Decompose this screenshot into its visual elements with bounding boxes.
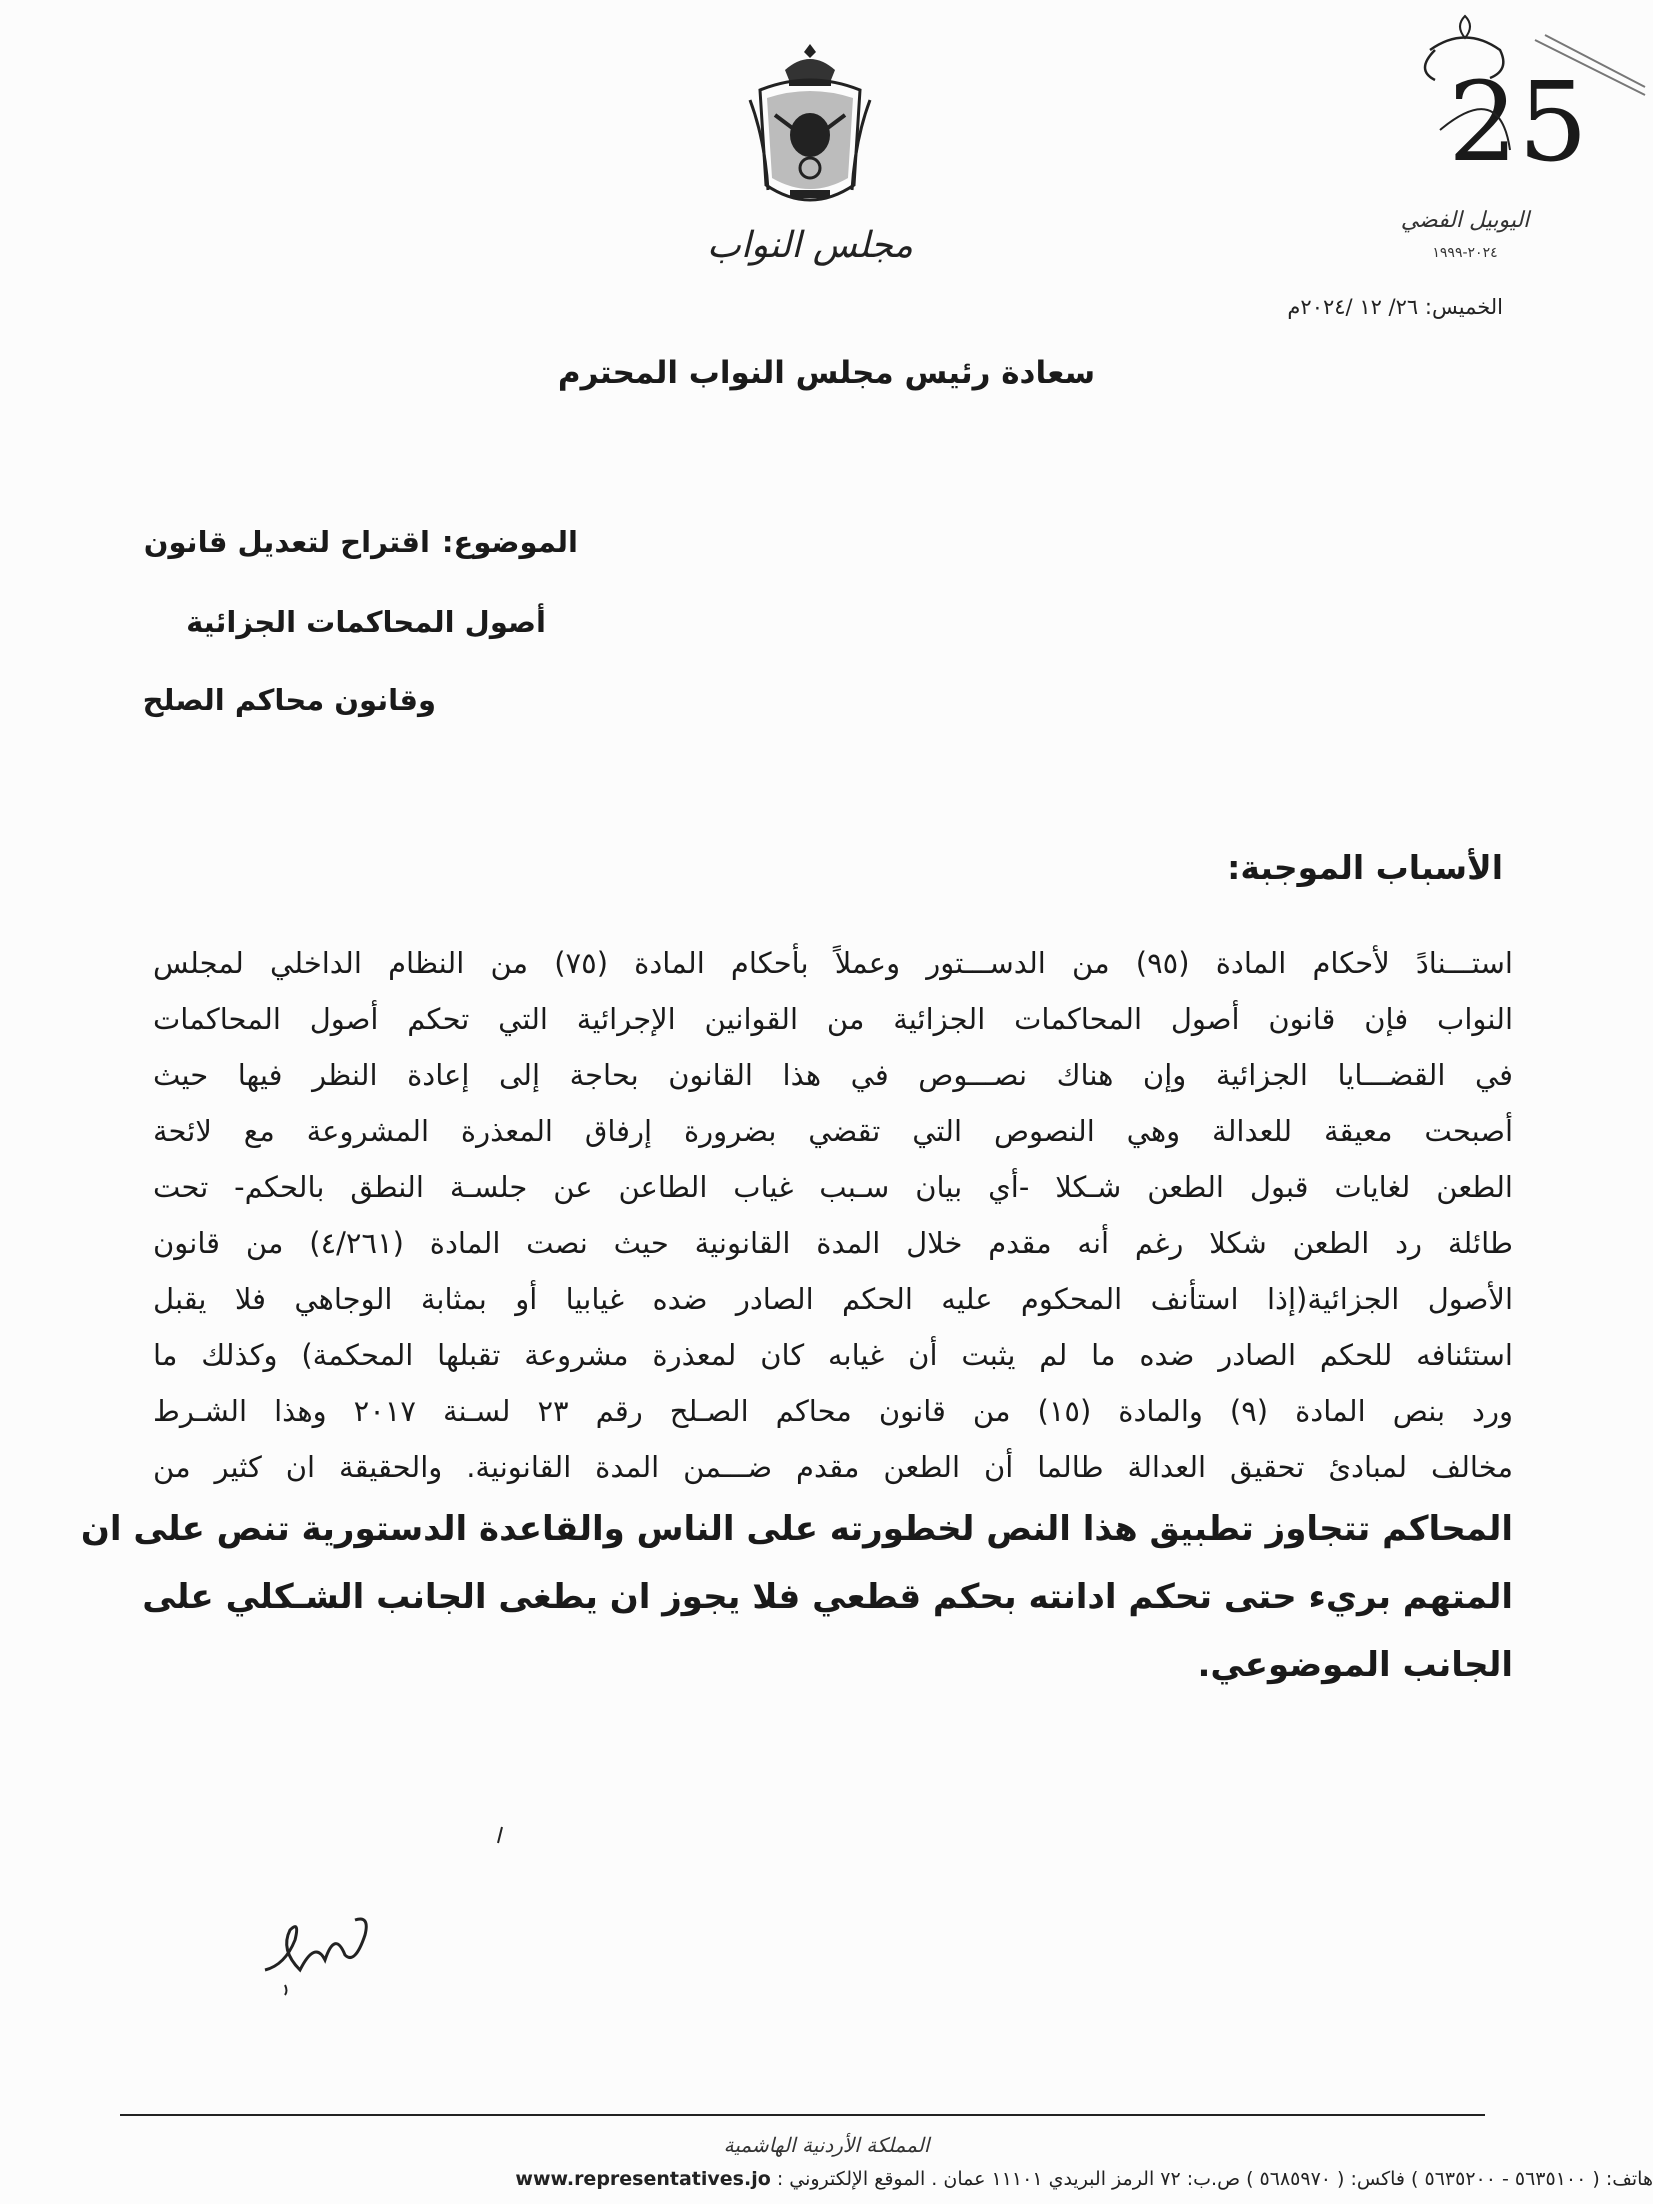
body-line: استـــنادً لأحكام المادة (٩٥) من الدســـتور وعملاً بأحكام المادة (٧٥) من النظام الداخلي لمجلس	[153, 946, 1513, 980]
footer-kingdom: المملكة الأردنية الهاشمية	[723, 2133, 930, 2157]
body-line: النواب فإن قانون أصول المحاكمات الجزائية من القوانين الإجرائية التي تحكم أصول المحاكمات	[153, 1002, 1513, 1036]
body-line: الجانب الموضوعي.	[1197, 1645, 1513, 1685]
coat-of-arms-emblem	[745, 40, 875, 218]
subject-line-1	[144, 525, 578, 559]
reasons-body	[80, 935, 1513, 1699]
body-line: في القضـــايا الجزائية وإن هناك نصـــوص في هذا القانون بحاجة إلى إعادة النظر فيها حيث	[153, 1058, 1513, 1092]
ink-mark	[495, 1825, 505, 1845]
footer-divider	[120, 2114, 1485, 2116]
jubilee-number: 25	[1448, 58, 1588, 186]
subject-line-2: أصول المحاكمات الجزائية	[186, 605, 546, 639]
addressee-line: سعادة رئيس مجلس النواب المحترم	[557, 355, 1096, 391]
subject-line-3: وقانون محاكم الصلح	[142, 683, 436, 717]
subject-text-1: اقتراح لتعديل قانون	[143, 525, 430, 559]
pen-stroke-mark	[1530, 30, 1650, 100]
subject-label: الموضوع:	[441, 525, 578, 559]
letter-date: الخميس: ٢٦/ ١٢ /٢٠٢٤م	[1287, 295, 1503, 319]
handwritten-signature	[255, 1890, 375, 2000]
body-line: المحاكم تتجاوز تطبيق هذا النص لخطورته على الناس والقاعدة الدستورية تنص على ان	[80, 1509, 1513, 1549]
body-line: الطعن لغايات قبول الطعن شـكلا -أي بيان سـبب غياب الطاعن عن جلسـة النطق بالحكم- تحت	[153, 1170, 1513, 1204]
footer-contact-details: هاتف: ( ٥٦٣٥١٠٠ - ٥٦٣٥٢٠٠ ) فاكس: ( ٥٦٨٥٩٧٠ ) ص.ب: ٧٢ الرمز البريدي ١١١٠١ عمان . الموقع الإلكتروني :	[776, 2168, 1653, 2190]
jubilee-label: اليوبيل الفضي	[1400, 208, 1530, 233]
body-line: الأصول الجزائية(إذا استأنف المحكوم عليه الحكم الصادر ضده غيابيا أو بمثابة الوجاهي فلا يقبل	[153, 1282, 1513, 1316]
body-line: استئنافه للحكم الصادر ضده ما لم يثبت أن غيابه كان لمعذرة مشروعة تقبلها المحكمة) وكذلك ما	[153, 1338, 1513, 1372]
body-line: أصبحت معيقة للعدالة وهي النصوص التي تقضي بضرورة إرفاق المعذرة المشروعة مع لائحة	[153, 1114, 1513, 1148]
jubilee-years: ٢٠٢٤-١٩٩٩	[1432, 245, 1498, 261]
body-line: ورد بنص المادة (٩) والمادة (١٥) من قانون محاكم الصـلح رقم ٢٣ لسـنة ٢٠١٧ وهذا الشـرط	[153, 1394, 1513, 1428]
body-line: مخالف لمبادئ تحقيق العدالة طالما أن الطعن مقدم ضـــمن المدة القانونية. والحقيقة ان كثير من	[153, 1450, 1513, 1484]
reasons-heading: الأسباب الموجبة:	[1227, 848, 1503, 887]
body-line: المتهم بريء حتى تحكم ادانته بحكم قطعي فلا يجوز ان يطغى الجانب الشـكلي على	[142, 1577, 1513, 1617]
footer-contact	[160, 2168, 1653, 2190]
body-line: طائلة رد الطعن شكلا رغم أنه مقدم خلال المدة القانونية حيث نصت المادة (٤/٢٦١) من قانون	[153, 1226, 1513, 1260]
council-name: مجلس النواب	[706, 225, 914, 266]
footer-website-link[interactable]: www.representatives.jo	[515, 2168, 771, 2190]
